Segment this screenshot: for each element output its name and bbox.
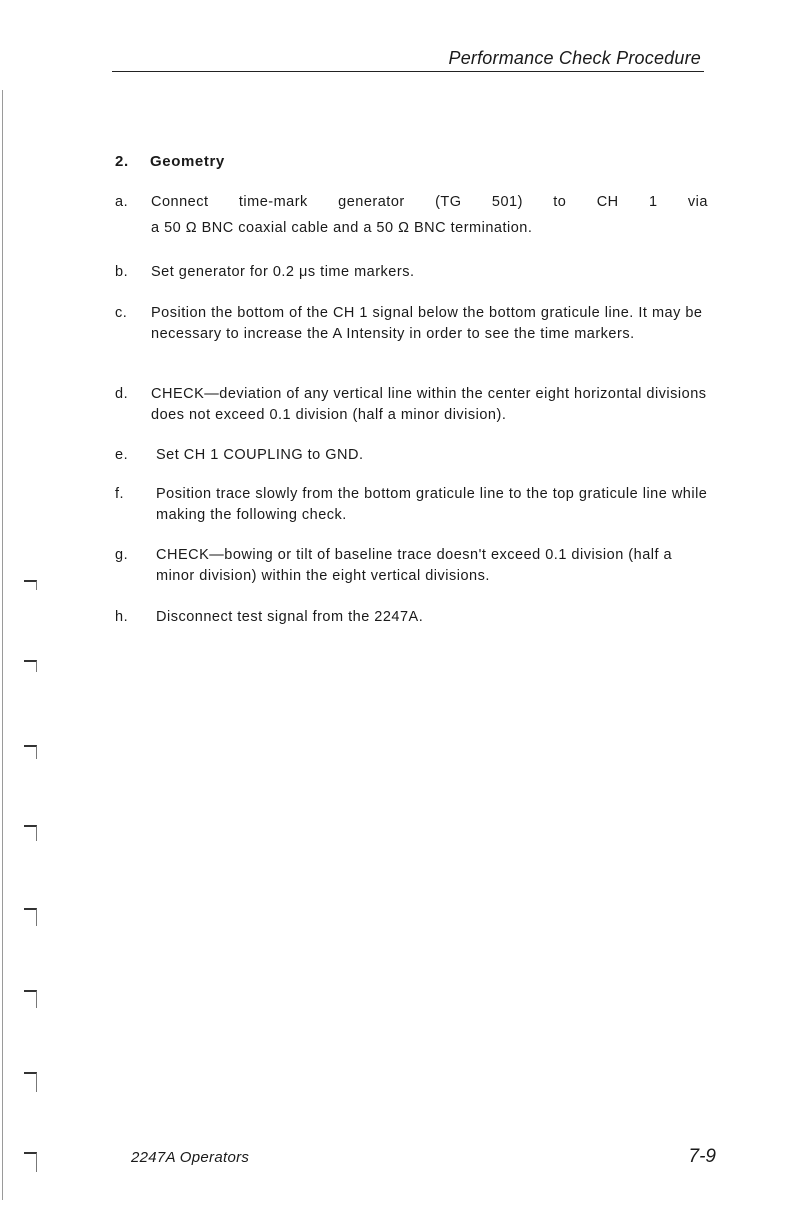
item-word: Connect [151,194,209,210]
procedure-item-e [115,445,708,466]
procedure-item-f [115,484,708,526]
item-letter: d. [115,386,129,402]
item-text: CHECK—deviation of any vertical line within the center eight horizontal divisions does not exceed 0.1 division (half a minor division). [151,386,707,423]
item-letter: b. [115,264,129,280]
item-text: Set generator for 0.2 μs time markers. [151,264,415,280]
binding-mark [24,1152,37,1172]
binding-mark [24,580,37,590]
item-word: to [553,194,567,210]
procedure-item-b [115,262,708,283]
procedure-item-h [115,607,708,628]
step-heading [115,153,225,170]
header-rule [112,71,704,72]
item-word: (TG [435,194,462,210]
binding-mark [24,745,37,759]
item-word: CH [596,194,619,210]
step-number: 2. [115,153,129,170]
binding-mark [24,908,37,926]
item-word: time-mark [238,194,308,210]
item-text: Disconnect test signal from the 2247A. [156,609,424,625]
item-letter: h. [115,609,129,625]
item-word: 501) [491,194,523,210]
item-word: 1 [649,194,658,210]
procedure-item-c [115,303,708,345]
binding-mark [24,825,37,841]
item-text: Position trace slowly from the bottom graticule line to the top graticule line while making the following check. [156,486,708,523]
item-text: Position the bottom of the CH 1 signal below the bottom graticule line. It may be necessary to increase the A Intensity in order to see the time markers. [151,305,703,342]
item-letter: a. [115,194,129,210]
footer-manual-title: 2247A Operators [131,1149,250,1166]
running-head: Performance Check Procedure [448,48,701,68]
item-letter: f. [115,486,125,502]
item-line-justified [151,192,708,213]
item-letter: g. [115,547,129,563]
item-text [151,192,708,239]
item-text: CHECK—bowing or tilt of baseline trace doesn't exceed 0.1 division (half a minor division) within the eight vertical divisions. [156,547,673,584]
binding-mark [24,1072,37,1092]
binding-edge [2,90,3,1200]
item-letter: c. [115,305,128,321]
item-word: via [687,194,708,210]
item-text: Set CH 1 COUPLING to GND. [156,447,364,463]
binding-mark [24,990,37,1008]
procedure-item-a [115,192,708,239]
step-title: Geometry [150,153,225,170]
item-letter: e. [115,447,129,463]
procedure-item-d [115,384,708,426]
item-word: generator [338,194,405,210]
item-line: a 50 Ω BNC coaxial cable and a 50 Ω BNC termination. [151,220,533,236]
footer-page-number: 7-9 [688,1146,716,1167]
binding-mark [24,660,37,672]
procedure-item-g [115,545,708,587]
